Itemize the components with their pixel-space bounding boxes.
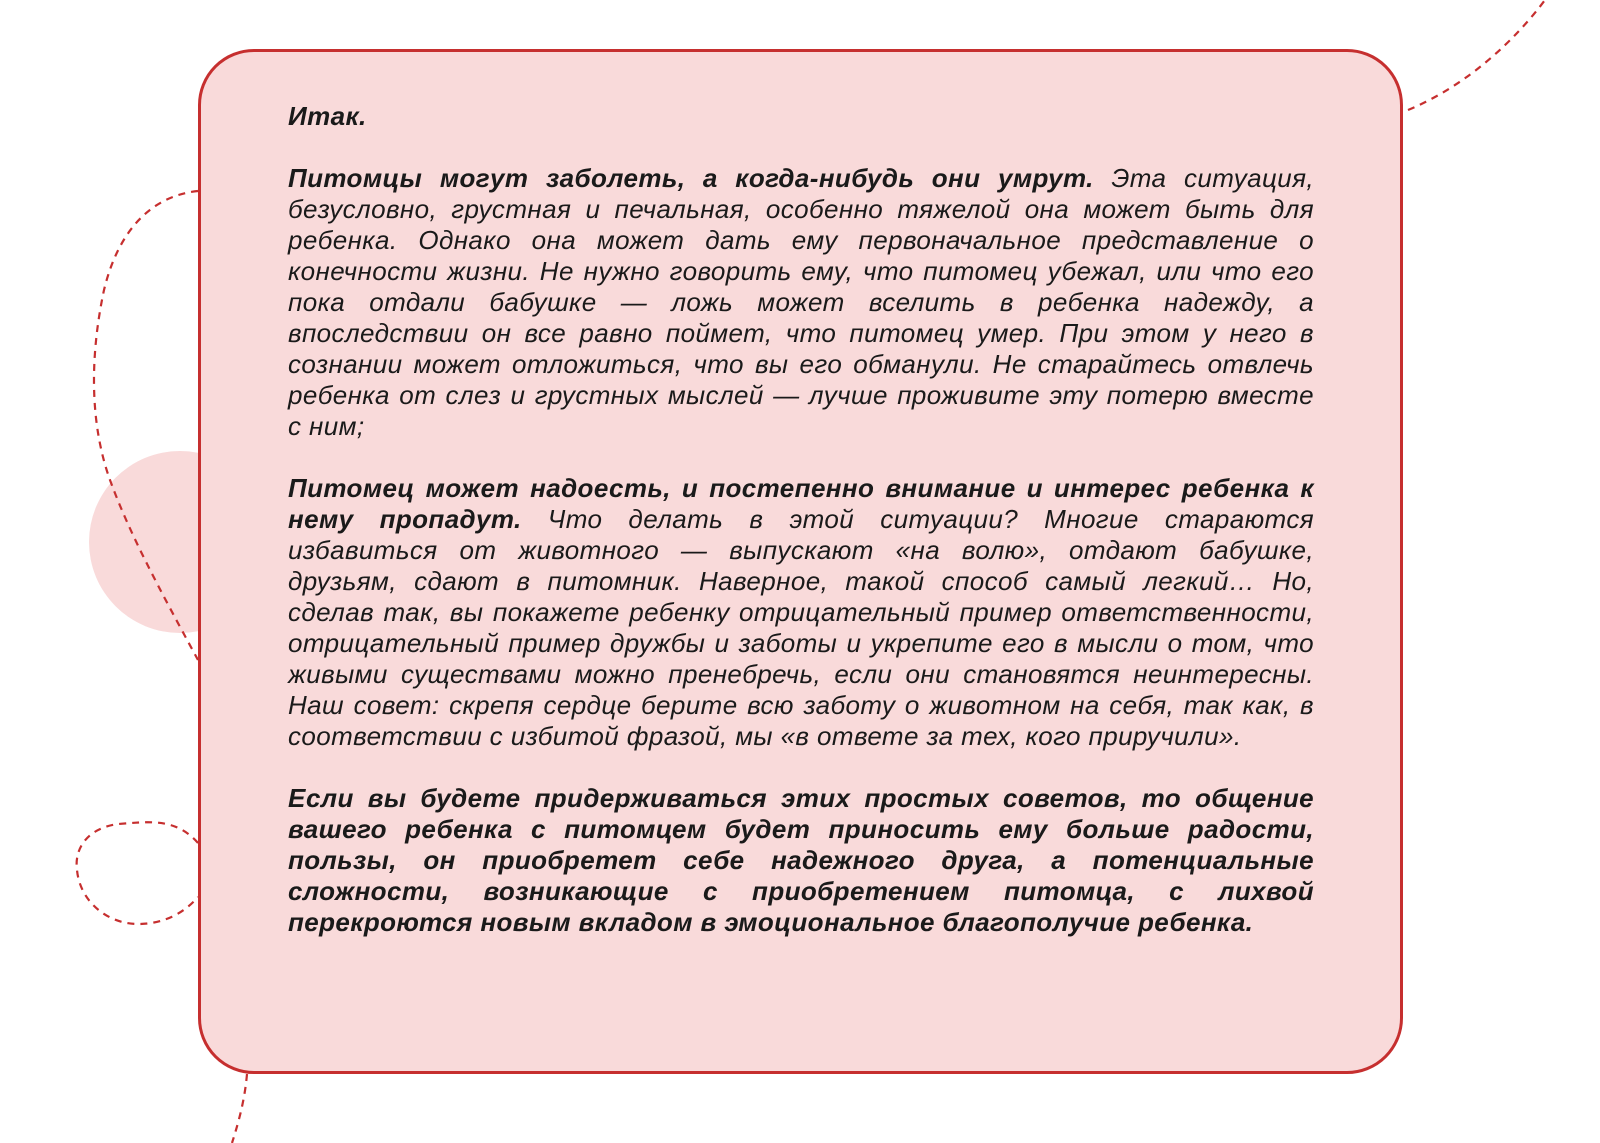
- paragraph-boredom-body: Что делать в этой ситуации? Многие стараются избавиться от животного — выпускают «на волю», отдают бабушке, друзьям, сдают в питомник. Наверное, такой способ самый легкий… Но, сделав так, вы покажете ребенку отрицательный пример ответственности, отрицательный пример дружбы и заботы и укрепите его в мысли о том, что живыми существами можно пренебречь, если они становятся неинтересны. Наш совет: скрепя сердце берите всю заботу о животном на себя, так как, в соответствии с избитой фразой, мы «в ответе за тех, кого приручили».: [288, 504, 1315, 751]
- intro-text: Итак.: [288, 101, 367, 131]
- paragraph-boredom-lead: Питомец может надоесть, и постепенно внимание и интерес ребенка к нему пропадут.: [288, 473, 1314, 534]
- paragraph-illness: [288, 163, 1314, 442]
- document-body: [288, 101, 1314, 969]
- paragraph-boredom: [288, 473, 1314, 752]
- paragraph-illness-lead: Питомцы могут заболеть, а когда-нибудь они умрут.: [288, 163, 1094, 193]
- dashed-loop-bottom-left: [77, 822, 198, 924]
- paragraph-illness-body: Эта ситуация, безусловно, грустная и печальная, особенно тяжелой она может быть для ребенка. Однако она может дать ему первоначальное представление о конечности жизни. Не нужно говорить ему, что питомец убежал, или что его пока отдали бабушке — ложь может вселить в ребенка надежду, а впоследствии он все равно поймет, что питомец умер. При этом у него в сознании может отложиться, что вы его обманули. Не старайтесь отвлечь ребенка от слез и грустных мыслей — лучше проживите эту потерю вместе с ним;: [288, 163, 1314, 441]
- dashed-curve-bottom: [232, 1074, 247, 1143]
- dashed-curve-top-right: [1408, 0, 1545, 110]
- conclusion-text: Если вы будете придерживаться этих простых советов, то общение вашего ребенка с питомцем будет приносить ему больше радости, пользы, он приобретет себе надежного друга, а потенциальные сложности, возникающие с приобретением питомца, с лихвой перекроются новым вкладом в эмоциональное благополучие ребенка.: [288, 783, 1314, 937]
